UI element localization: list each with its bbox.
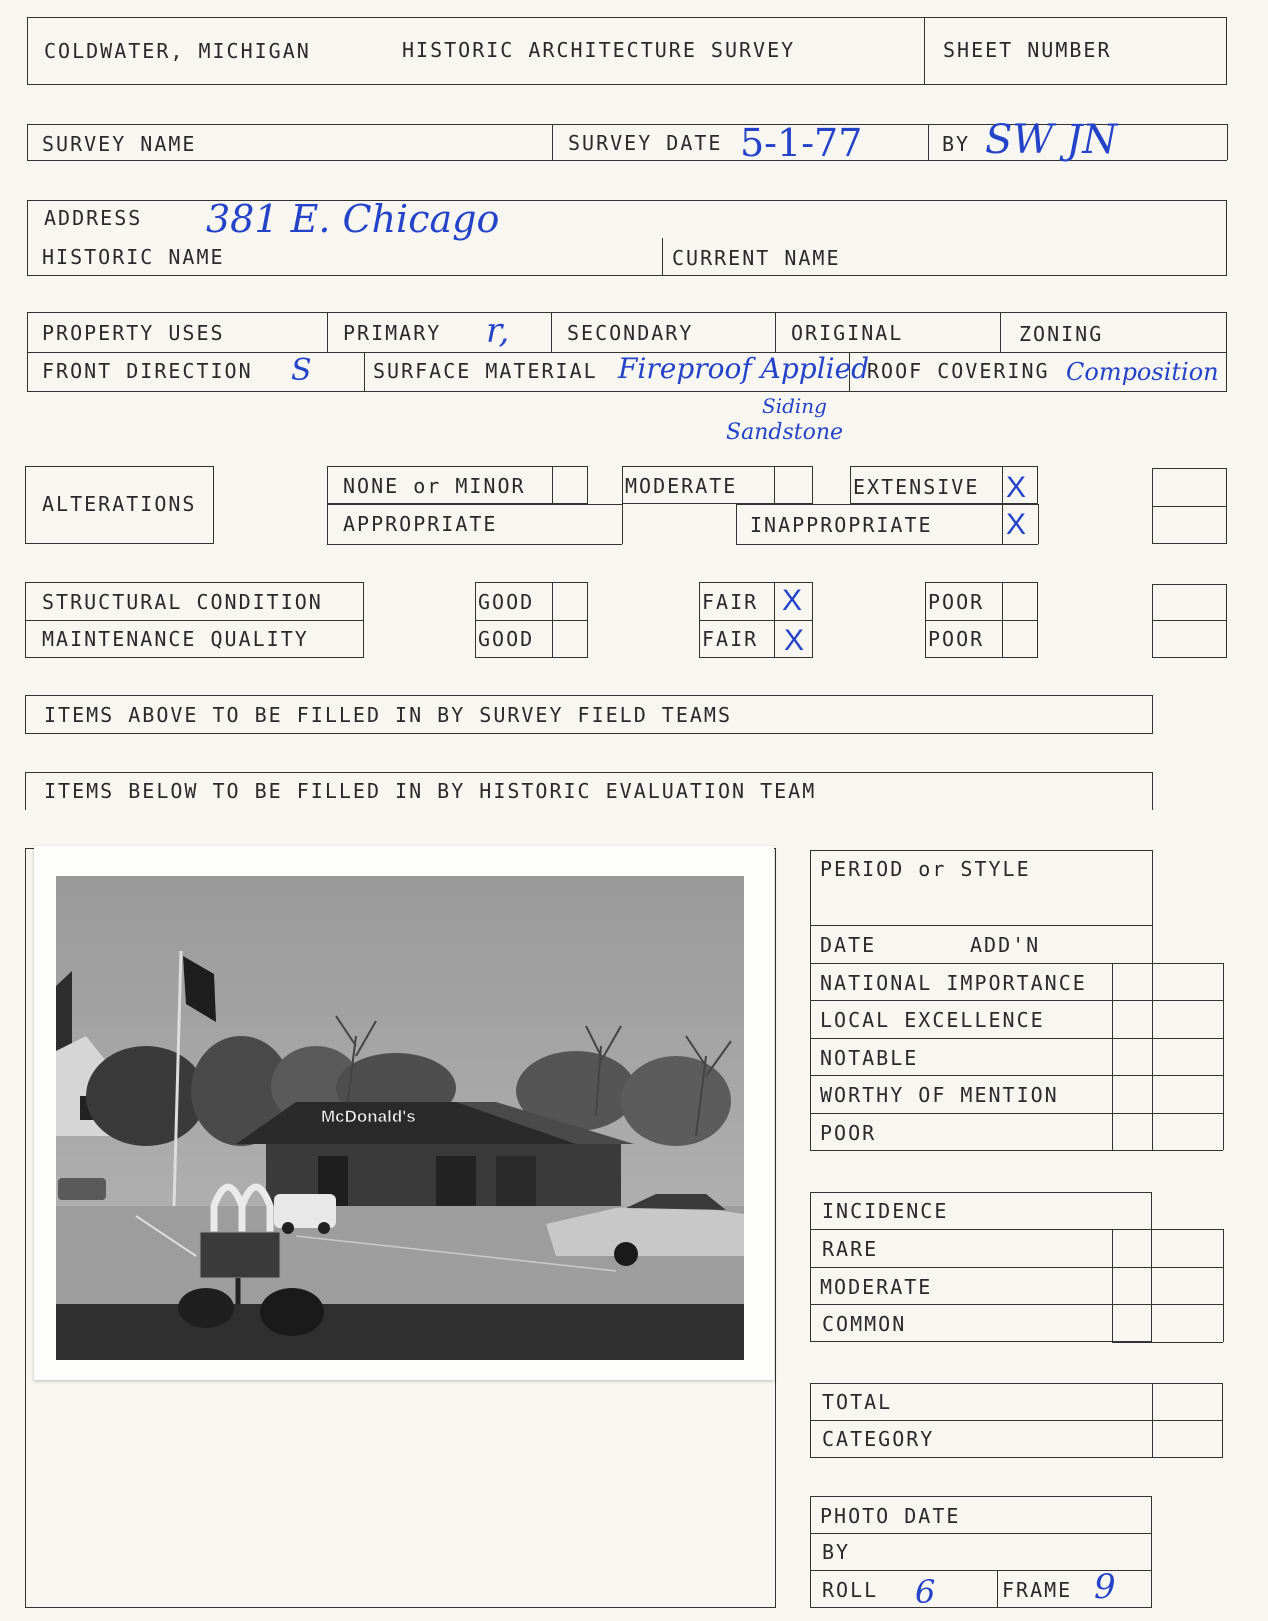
- current-name-label: CURRENT NAME: [672, 246, 841, 270]
- maintenance-fair-check: X: [784, 624, 805, 657]
- inappropriate-label: INAPPROPRIATE: [750, 513, 933, 537]
- survey-date-value: 5-1-77: [740, 121, 863, 165]
- structural-condition-label: STRUCTURAL CONDITION: [42, 590, 323, 614]
- note-below: ITEMS BELOW TO BE FILLED IN BY HISTORIC EVALUATION TEAM: [44, 779, 817, 803]
- total-label: TOTAL: [822, 1390, 893, 1414]
- frame-label: FRAME: [1002, 1578, 1073, 1602]
- incidence-moderate-label: MODERATE: [820, 1275, 933, 1299]
- form-title: HISTORIC ARCHITECTURE SURVEY: [402, 38, 796, 62]
- national-importance-label: NATIONAL IMPORTANCE: [820, 971, 1087, 995]
- front-direction-label: FRONT DIRECTION: [42, 359, 253, 383]
- building-photo: [56, 876, 744, 1360]
- surface-material-value-2: Siding: [762, 394, 827, 418]
- surface-material-value: Fireproof Applied: [618, 352, 870, 385]
- original-label: ORIGINAL: [791, 321, 904, 345]
- photo-mount: [34, 846, 774, 1380]
- eval-poor-label: POOR: [820, 1121, 877, 1145]
- extensive-check: X: [1006, 471, 1027, 504]
- structural-fair-check: X: [782, 584, 803, 617]
- survey-date-label: SURVEY DATE: [568, 131, 723, 155]
- zoning-label: ZONING: [1019, 322, 1104, 346]
- date-label: DATE: [820, 933, 877, 957]
- photo-by-label: BY: [822, 1540, 851, 1564]
- property-uses-label: PROPERTY USES: [42, 321, 225, 345]
- structural-poor: POOR: [928, 590, 985, 614]
- roof-covering-label: ROOF COVERING: [867, 359, 1050, 383]
- structural-fair: FAIR: [702, 590, 759, 614]
- structural-good: GOOD: [478, 590, 535, 614]
- secondary-label: SECONDARY: [567, 321, 694, 345]
- maintenance-good: GOOD: [478, 627, 535, 651]
- photo-date-label: PHOTO DATE: [820, 1504, 961, 1528]
- survey-name-label: SURVEY NAME: [42, 132, 197, 156]
- notable-label: NOTABLE: [820, 1046, 919, 1070]
- none-minor-label: NONE or MINOR: [343, 474, 526, 498]
- category-label: CATEGORY: [822, 1427, 935, 1451]
- surface-material-label: SURFACE MATERIAL: [373, 359, 598, 383]
- note-above: ITEMS ABOVE TO BE FILLED IN BY SURVEY FIELD TEAMS: [44, 703, 733, 727]
- incidence-label: INCIDENCE: [822, 1199, 949, 1223]
- survey-by-value: SW JN: [985, 117, 1118, 163]
- maintenance-fair: FAIR: [702, 627, 759, 651]
- common-label: COMMON: [822, 1312, 907, 1336]
- local-excellence-label: LOCAL EXCELLENCE: [820, 1008, 1045, 1032]
- maintenance-poor: POOR: [928, 627, 985, 651]
- city-label: COLDWATER, MICHIGAN: [44, 39, 311, 63]
- historic-name-label: HISTORIC NAME: [42, 245, 225, 269]
- surface-material-value-3: Sandstone: [726, 420, 844, 445]
- roll-label: ROLL: [822, 1578, 879, 1602]
- period-style-label: PERIOD or STYLE: [820, 857, 1031, 881]
- appropriate-label: APPROPRIATE: [343, 512, 498, 536]
- frame-value: 9: [1094, 1567, 1116, 1607]
- roll-value: 6: [915, 1573, 936, 1611]
- moderate-label: MODERATE: [625, 474, 738, 498]
- primary-label: PRIMARY: [343, 321, 442, 345]
- survey-by-label: BY: [942, 132, 971, 156]
- sheet-number-label: SHEET NUMBER: [943, 38, 1112, 62]
- primary-value: r,: [486, 311, 510, 351]
- address-label: ADDRESS: [44, 206, 143, 230]
- alterations-label: ALTERATIONS: [42, 492, 197, 516]
- worthy-of-mention-label: WORTHY OF MENTION: [820, 1083, 1059, 1107]
- building-sign-text: McDonald's: [321, 1107, 416, 1126]
- extensive-label: EXTENSIVE: [853, 475, 980, 499]
- maintenance-quality-label: MAINTENANCE QUALITY: [42, 627, 309, 651]
- inappropriate-check: X: [1006, 508, 1027, 541]
- rare-label: RARE: [822, 1237, 879, 1261]
- address-value: 381 E. Chicago: [206, 197, 500, 241]
- front-direction-value: S: [291, 353, 312, 388]
- addn-label: ADD'N: [970, 933, 1041, 957]
- roof-covering-value: Composition: [1066, 358, 1219, 386]
